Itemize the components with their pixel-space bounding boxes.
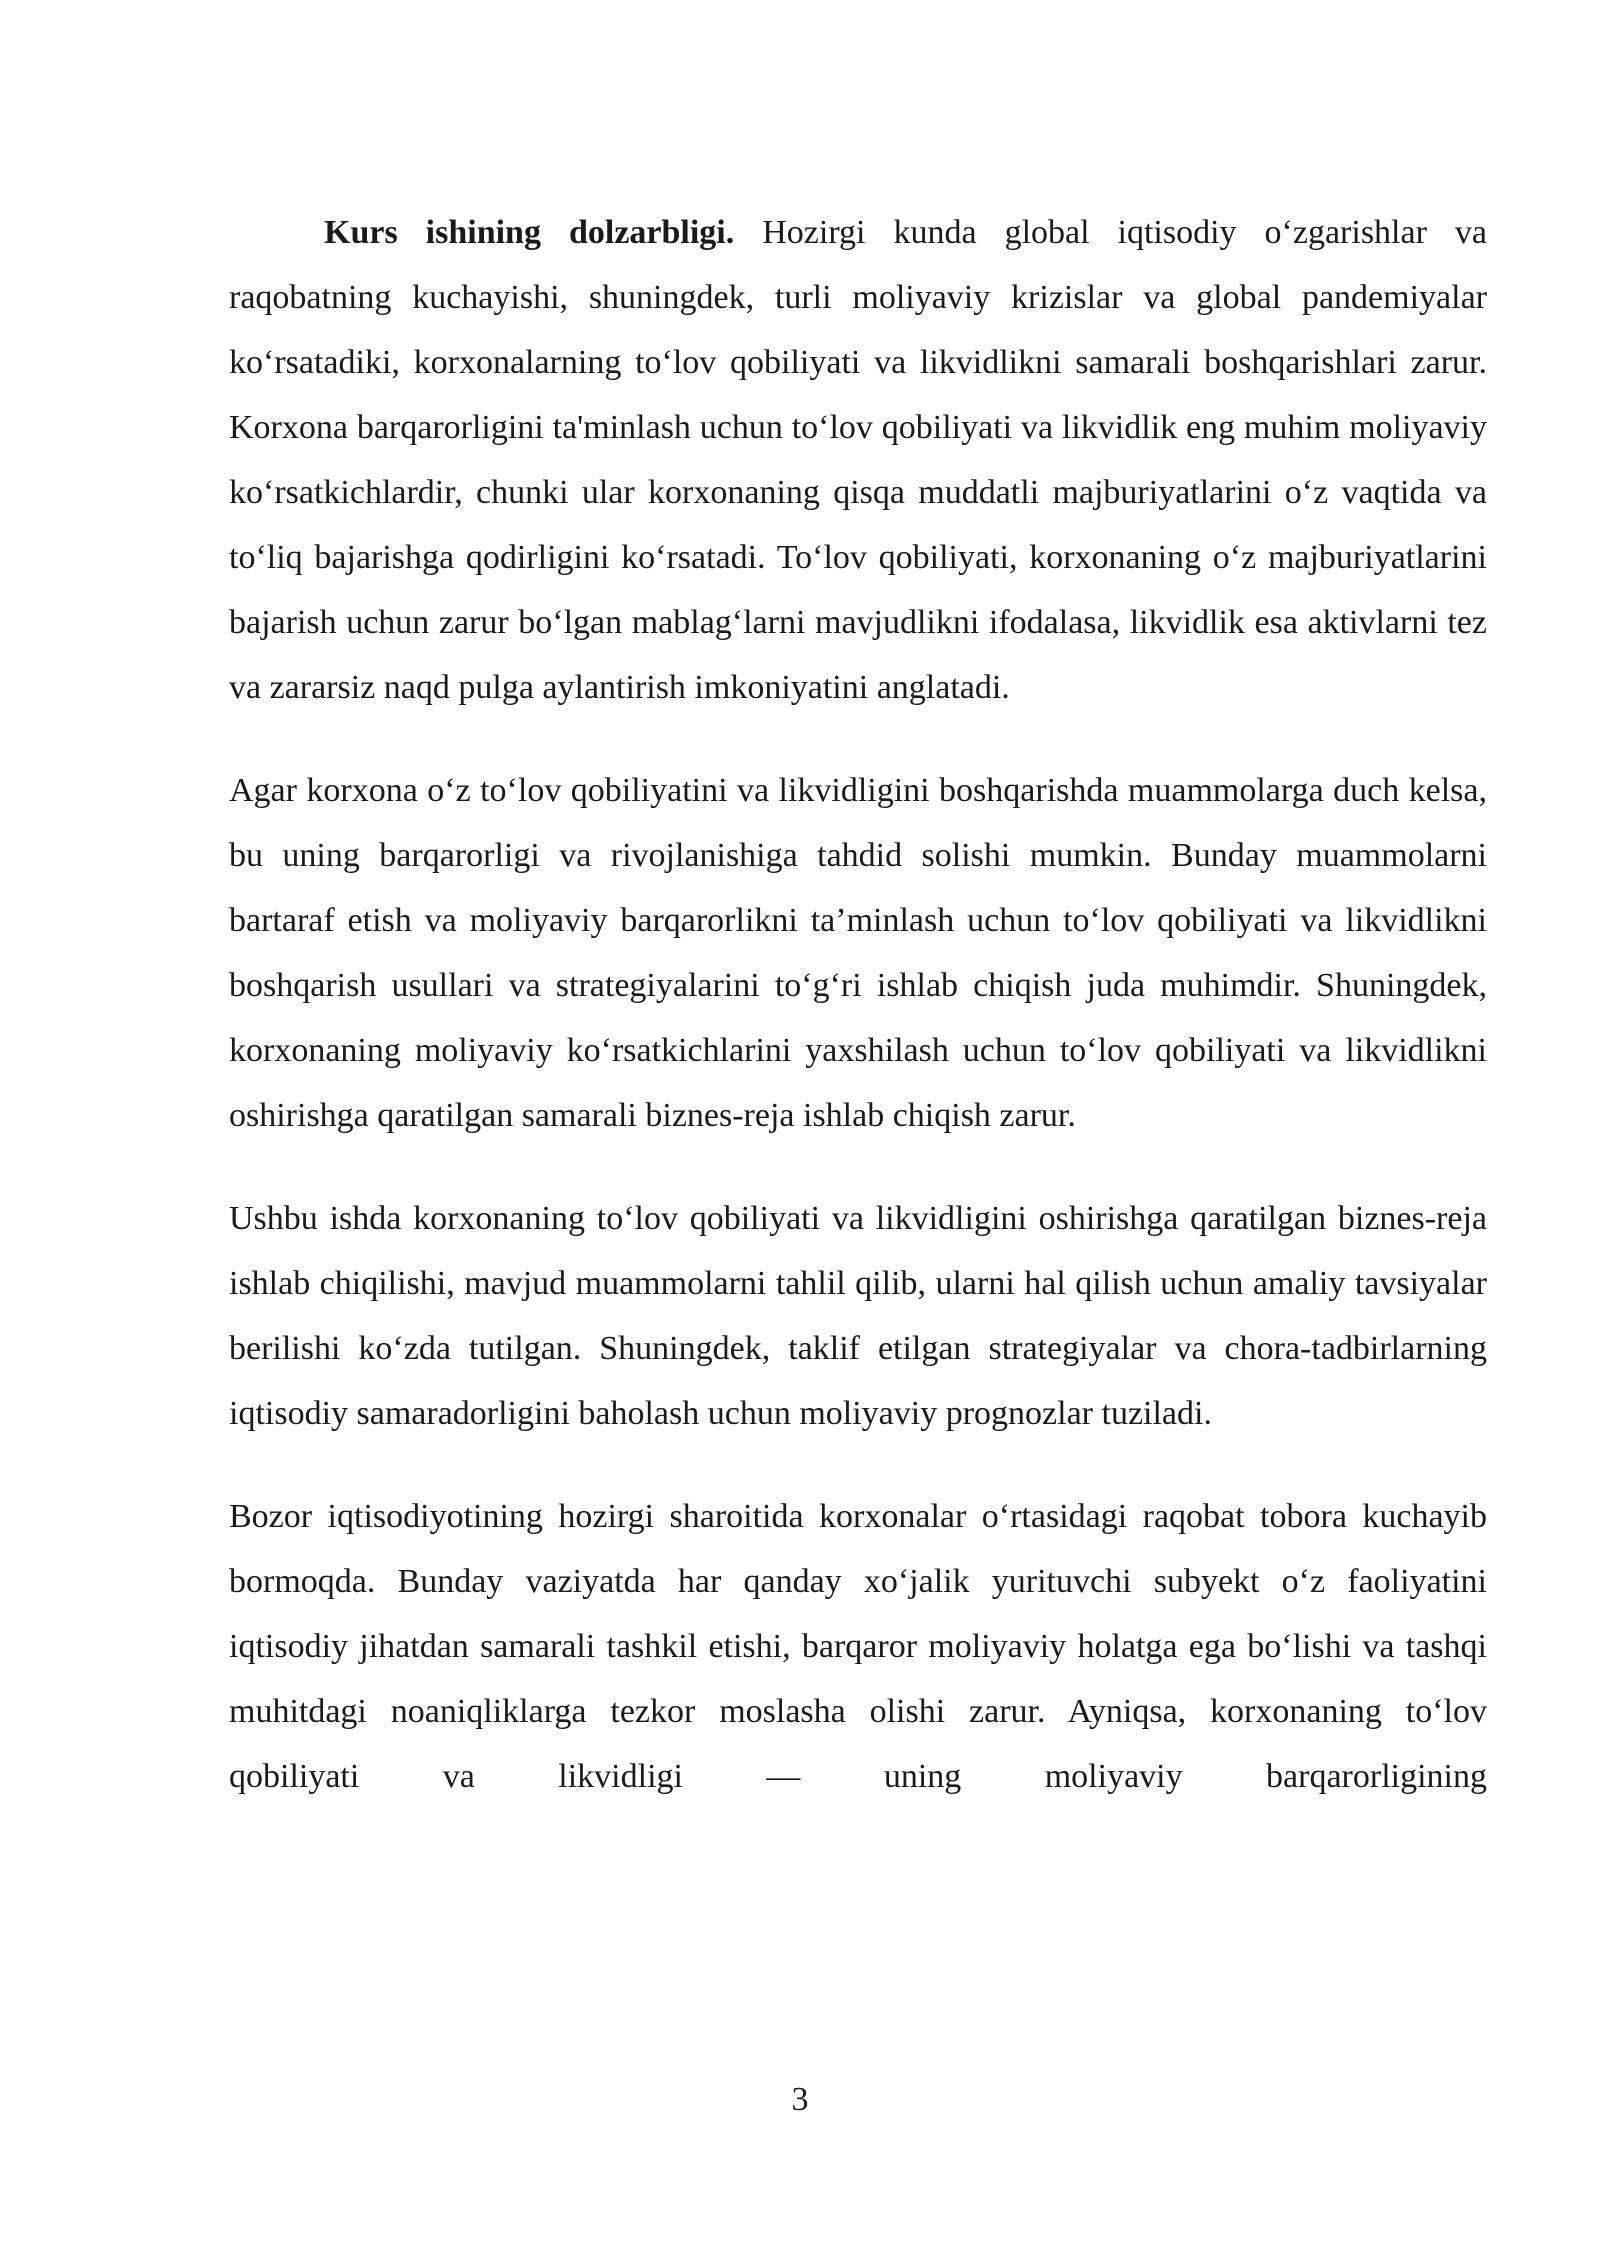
document-body [229,200,1487,1809]
paragraph: Agar korxona o‘z to‘lov qobiliyatini va likvidligini boshqarishda muammolarga duch kelsa, bu uning barqarorligi va rivojlanishiga tahdid solishi mumkin. Bunday muammolarni bartaraf etish va moliyaviy barqarorlikni ta’minlash uchun to‘lov qobiliyati va likvidlikni boshqarish usullari va strategiyalarini to‘g‘ri ishlab chiqish juda muhimdir. Shuningdek, korxonaning moliyaviy ko‘rsatkichlarini yaxshilash uchun to‘lov qobiliyati va likvidlikni oshirishga qaratilgan samarali biznes-reja ishlab chiqish zarur. [229,772,1487,1134]
paragraph: Ushbu ishda korxonaning to‘lov qobiliyati va likvidligini oshirishga qaratilgan biznes-reja ishlab chiqilishi, mavjud muammolarni tahlil qilib, ularni hal qilish uchun amaliy tavsiyalar berilishi ko‘zda tutilgan. Shuningdek, taklif etilgan strategiyalar va chora-tadbirlarning iqtisodiy samaradorligini baholash uchun moliyaviy prognozlar tuziladi. [229,1200,1487,1432]
section-lead-heading: Kurs ishining dolzarbligi. [324,214,735,251]
paragraph-text: Hozirgi kunda global iqtisodiy o‘zgarishlar va raqobatning kuchayishi, shuningdek, turli moliyaviy krizislar va global pandemiyalar ko‘rsatadiki, korxonalarning to‘lov qobiliyati va likvidlikni samarali boshqarishlari zarur. Korxona barqarorligini ta'minlash uchun to‘lov qobiliyati va likvidlik eng muhim moliyaviy ko‘rsatkichlardir, chunki ular korxonaning qisqa muddatli majburiyatlarini o‘z vaqtida va to‘liq bajarishga qodirligini ko‘rsatadi. To‘lov qobiliyati, korxonaning o‘z majburiyatlarini bajarish uchun zarur bo‘lgan mablag‘larni mavjudlikni ifodalasa, likvidlik esa aktivlarni tez va zararsiz naqd pulga aylantirish imkoniyatini anglatadi. [229,214,1487,706]
page-number: 3 [791,2081,809,2118]
paragraph-relevance [229,200,1487,720]
paragraph: Bozor iqtisodiyotining hozirgi sharoitida korxonalar o‘rtasidagi raqobat tobora kuchayib bormoqda. Bunday vaziyatda har qanday xo‘jalik yurituvchi subyekt o‘z faoliyatini iqtisodiy jihatdan samarali tashkil etishi, barqaror moliyaviy holatga ega bo‘lishi va tashqi muhitdagi noaniqliklarga tezkor moslasha olishi zarur. Ayniqsa, korxonaning to‘lov qobiliyati va likvidligi — uning moliyaviy barqarorligining [229,1498,1487,1795]
